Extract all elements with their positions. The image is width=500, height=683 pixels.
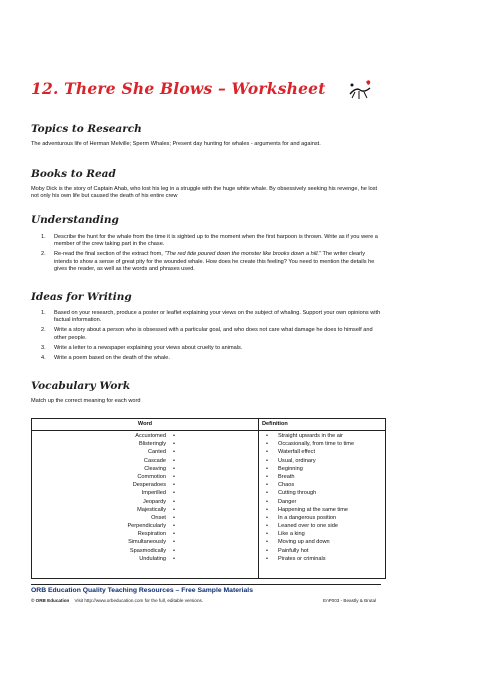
vocab-definition: Happening at the same time xyxy=(278,506,348,513)
word-bullet[interactable]: • xyxy=(173,555,175,562)
definition-bullet[interactable]: • xyxy=(266,506,268,513)
vocab-definition: Waterfall effect xyxy=(278,449,315,456)
table-row xyxy=(32,465,385,473)
understanding-heading: Understanding xyxy=(31,214,119,226)
word-bullet[interactable]: • xyxy=(173,482,175,489)
definition-bullet[interactable]: • xyxy=(266,482,268,489)
vocab-definition: Breath xyxy=(278,473,295,480)
table-row xyxy=(32,432,385,440)
vocab-word: Undulating xyxy=(139,555,166,562)
vocab-definition: Danger xyxy=(278,498,297,505)
word-bullet[interactable]: • xyxy=(173,531,175,538)
resource-code: EnP003 - Beastly & Brutal xyxy=(323,598,377,603)
list-item xyxy=(31,310,381,324)
word-bullet[interactable]: • xyxy=(173,433,175,439)
vocab-rows xyxy=(32,432,385,563)
definition-bullet[interactable]: • xyxy=(266,523,268,530)
footer-copyright xyxy=(31,598,203,603)
word-bullet[interactable]: • xyxy=(173,539,175,546)
definition-bullet[interactable]: • xyxy=(266,555,268,562)
table-row xyxy=(32,538,385,546)
definition-bullet[interactable]: • xyxy=(266,433,268,439)
vocab-table xyxy=(31,418,386,579)
definition-bullet[interactable]: • xyxy=(266,490,268,497)
definition-bullet[interactable]: • xyxy=(266,457,268,464)
vocab-definition: In a dangerous position xyxy=(278,514,337,521)
whale-tail-logo xyxy=(347,78,373,102)
worksheet-title: 12. There She Blows – Worksheet xyxy=(31,79,326,98)
footer-divider xyxy=(31,584,381,585)
ideas-heading: Ideas for Writing xyxy=(31,291,132,303)
definition-bullet[interactable]: • xyxy=(266,473,268,480)
vocab-definition: Like a king xyxy=(278,531,305,538)
col-word-header: Word xyxy=(137,421,153,427)
vocab-table-header xyxy=(32,419,385,431)
vocab-word: Accustomed xyxy=(135,433,166,439)
vocab-definition: Leaned over to one side xyxy=(278,523,339,530)
definition-bullet[interactable]: • xyxy=(266,531,268,538)
word-bullet[interactable]: • xyxy=(173,523,175,530)
table-row xyxy=(32,457,385,465)
word-bullet[interactable]: • xyxy=(173,457,175,464)
word-bullet[interactable]: • xyxy=(173,465,175,472)
vocab-word: Blisteringly xyxy=(138,441,166,448)
table-row xyxy=(32,473,385,481)
table-row xyxy=(32,448,385,456)
vocab-word: Majestically xyxy=(137,506,166,513)
item-number: 2. xyxy=(41,251,46,258)
vocab-definition: Painfully hot xyxy=(278,547,309,554)
item-number: 1. xyxy=(41,234,46,240)
word-bullet[interactable]: • xyxy=(173,449,175,456)
vocab-word: Jeopardy xyxy=(142,498,166,505)
table-row xyxy=(32,498,385,506)
books-heading: Books to Read xyxy=(31,168,116,180)
table-row xyxy=(32,481,385,489)
word-bullet[interactable]: • xyxy=(173,490,175,497)
item-number: 4. xyxy=(41,355,46,362)
table-row xyxy=(32,506,385,514)
vocab-definition: Chaos xyxy=(278,482,295,489)
definition-bullet[interactable]: • xyxy=(266,441,268,448)
definition-bullet[interactable]: • xyxy=(266,539,268,546)
list-item xyxy=(31,355,381,362)
item-text: Write a story about a person who is obsessed with a particular goal, and who does not care what damage he does to himself and other people. xyxy=(54,327,373,341)
list-item xyxy=(31,251,381,273)
word-bullet[interactable]: • xyxy=(173,498,175,505)
vocab-word: Cleaving xyxy=(144,465,166,472)
item-text: Write a poem based on the death of the whale. xyxy=(54,355,170,362)
word-bullet[interactable]: • xyxy=(173,473,175,480)
word-bullet[interactable]: • xyxy=(173,514,175,521)
item-number: 1. xyxy=(41,310,46,316)
vocab-heading: Vocabulary Work xyxy=(31,380,131,392)
item-text: The writer clearly intends to show a sense of great pity for the wounded whale. How does he create this feeling? You need to mention the details he gives the reader, as well as the words and phrases used. xyxy=(54,251,375,272)
table-row xyxy=(32,555,385,563)
vocab-definition: Occasionally, from time to time xyxy=(278,441,355,448)
vocab-definition: Moving up and down xyxy=(278,539,330,546)
understanding-list xyxy=(31,234,381,276)
table-row xyxy=(32,547,385,555)
word-bullet[interactable]: • xyxy=(173,506,175,513)
list-item xyxy=(31,234,381,248)
ideas-list xyxy=(31,310,381,365)
vocab-word: Spasmodically xyxy=(129,547,166,554)
list-item xyxy=(31,345,381,352)
books-text: Moby Dick is the story of Captain Ahab, who lost his leg in a struggle with the huge white whale. By obsessively seeking his revenge, he lost not only his own life but caused the death of his entire crew xyxy=(31,186,378,200)
topics-heading: Topics to Research xyxy=(31,123,142,135)
item-quote: "The red tide poured down the monster like brooks down a hill." xyxy=(164,251,322,258)
vocab-intro: Match up the correct meaning for each word xyxy=(31,398,141,404)
vocab-definition: Beginning xyxy=(278,465,303,472)
vocab-word: Commotion xyxy=(137,473,166,480)
item-text: Write a letter to a newspaper explaining your views about cruelty to animals. xyxy=(54,344,243,351)
footer-title: ORB Education Quality Teaching Resources – Free Sample Materials xyxy=(31,587,253,594)
vocab-word: Respiration xyxy=(137,531,166,538)
item-text: Based on your research, produce a poster or leaflet explaining your views on the subject of whaling. Support your own opinions with factual information. xyxy=(54,310,381,324)
footer-visit-link[interactable]: Visit http://www.orbeducation.com for the full, editable versions. xyxy=(74,598,204,603)
table-row xyxy=(32,440,385,448)
definition-bullet[interactable]: • xyxy=(266,547,268,554)
definition-bullet[interactable]: • xyxy=(266,498,268,505)
vocab-word: Onset xyxy=(151,514,166,521)
vocab-word: Desperadoes xyxy=(132,482,166,489)
vocab-definition: Usual, ordinary xyxy=(278,457,316,464)
table-row xyxy=(32,522,385,530)
vocab-word: Canted xyxy=(147,449,166,456)
word-bullet[interactable]: • xyxy=(173,547,175,554)
table-row xyxy=(32,530,385,538)
table-row xyxy=(32,489,385,497)
col-definition-header: Definition xyxy=(262,421,288,427)
definition-bullet[interactable]: • xyxy=(266,449,268,456)
topics-text: The adventurous life of Herman Melville; Sperm Whales; Present day hunting for whales - arguments for and against. xyxy=(31,141,321,147)
table-row xyxy=(32,514,385,522)
vocab-definition: Pirates or criminals xyxy=(278,555,326,562)
item-number: 2. xyxy=(41,327,46,334)
copyright-text: © ORB Education xyxy=(31,598,70,603)
item-text: Re-read the final section of the extract from, xyxy=(54,251,165,258)
vocab-word: Simultaneously xyxy=(128,539,166,546)
vocab-word: Imperilled xyxy=(141,490,166,497)
list-item xyxy=(31,327,381,341)
vocab-word: Cascade xyxy=(143,457,166,464)
item-number: 3. xyxy=(41,344,46,351)
vocab-definition: Straight upwards in the air xyxy=(278,433,343,439)
vocab-definition: Cutting through xyxy=(278,490,317,497)
vocab-word: Perpendicularly xyxy=(127,523,166,530)
word-bullet[interactable]: • xyxy=(173,441,175,448)
definition-bullet[interactable]: • xyxy=(266,514,268,521)
item-text: Describe the hunt for the whale from the time it is sighted up to the moment when the first harpoon is thrown. Write as if you were a member of the crew taking part in the chase. xyxy=(54,234,378,248)
definition-bullet[interactable]: • xyxy=(266,465,268,472)
